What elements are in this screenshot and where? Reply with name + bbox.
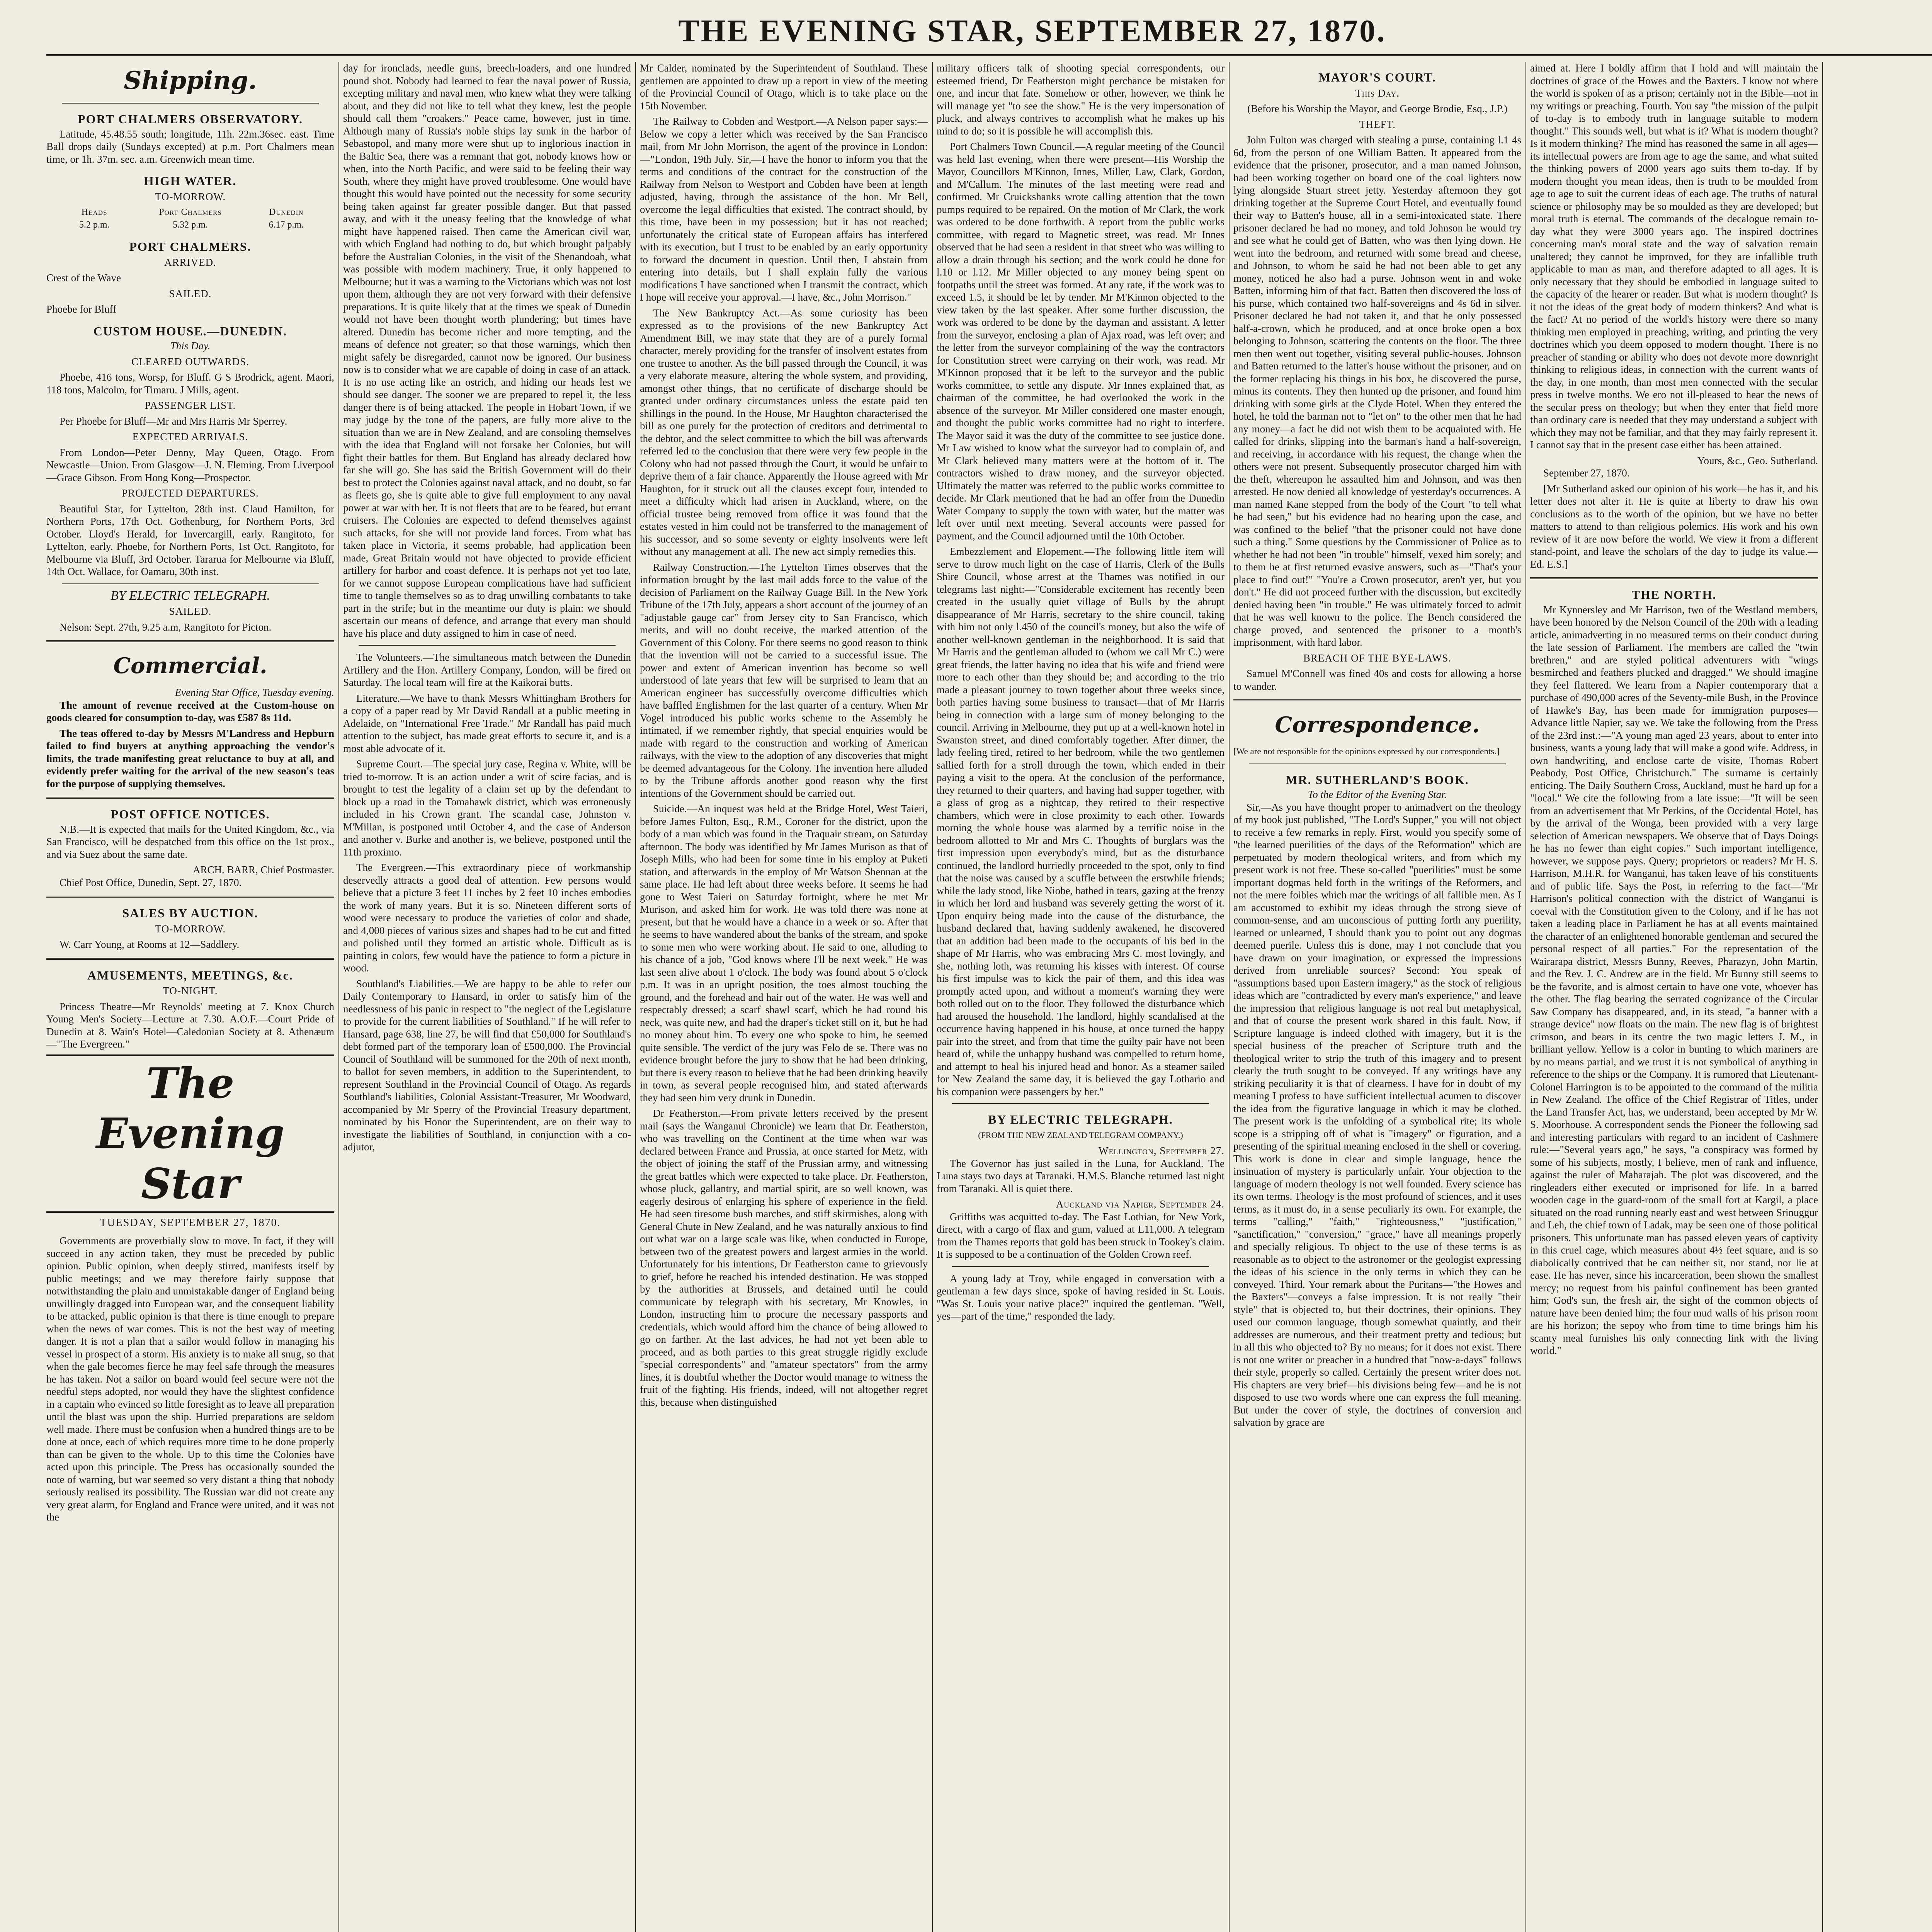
letter-body: Sir,—As you have thought proper to animadvert on the theology of my book just published, "The Lord's Supper," you will not object to receive a few remarks in reply. First, would you specify some of "the learned puerilities of the days of the Reformation" which are perpetuated by modern theological writers, and from which my present work is not free. These so-called "puerilities" must be some important dogmas held forth in the writings of the Reformers, and not the mere foibles which mar the writings of all fallible men. As I am accustomed to exhibit my ideas through the strong sieve of common-sense, and am unconscious of putting forth any puerility, learned or unlearned, I should thank you to point out any dogmas deemed puerile. Unless this is done, may I not conclude that you have drawn on your imagination, or expressed the impressions derived from unreliable sources? Second: You speak of "assumptions based upon Eastern imagery," as the stock of religious ideas which are "contradicted by every man's experience," and leave the impression that religious language is not real but metaphysical, and that of course the present work shared in this fault. Now, if Scripture language is indeed clothed with imagery, but it is the special business of the preacher of Scripture truth and the theological writer to strip the truth of this imagery and to present clearly the truth sought to be conveyed. If any writings have any striking peculiarity it is that of clearness. I have for in doubt of my meaning I profess to have sufficient intellectual acumen to discover the idea from the figurative language in which it may be clothed. The present work is the unfolding of a symbolical rite; its whole scope is a stripping off of what is "imagery" or figuration, and a presenting of the spiritual meaning enclosed in the shell or covering. This work is done in clear and simple language, hence the insinuation of mystery is particularly unfair. Your objection to the language of modern theology is not well founded. Every science has its own terms. Theology is the most profound of sciences, and it uses terms, as it must do, in a sense peculiarly its own. For example, the terms "calling," "faith," "righteousness," "justification," "sanctification," "conversion," "grace," have all meanings properly and specially religious. To object to the use of these terms is as reasonable as to object to the astronomer or the geologist expressing the ideas of his science in the only terms in which they can be conveyed. Third. Your remark about the Puritans—"the Howes and the Baxters"—conveys a false impression. It is not really "their style" that is objected to, but their doctrines, their opinions. They used our common language, though somewhat quaintly, and their addresses are numerous, and their treatment pretty and tedious; but in all this who objected to? By no means; for it does not exist. There is not one writer or preacher in a hundred that "now-a-days" follows their style, properly so called. Certainly the present writer does not. His chapters are very brief—his divisions being few—and he is not disposed to use two words where one can express the full meaning. But under the cover of style, the doctrines of conversion and salvation by grace are [1233, 801, 1521, 1428]
letter-to: To the Editor of the Evening Star. [1308, 789, 1447, 800]
sailed-body: Phoebe for Bluff [46, 303, 116, 315]
letter-title: MR. SUTHERLAND'S BOOK. [1286, 772, 1469, 787]
divider [46, 640, 334, 642]
column-rule [1229, 62, 1230, 1932]
letter-date: September 27, 1870. [1543, 467, 1630, 479]
court-day: This Day. [1355, 87, 1400, 99]
cleared-body: Phoebe, 416 tons, Worsp, for Bluff. G S Brodrick, agent. Maori, 118 tons, Malcolm, for Timaru. J Mills, agent. [46, 371, 334, 396]
divider [46, 958, 334, 960]
theft-body: John Fulton was charged with stealing a purse, containing l.1 4s 6d, from the person of one William Batten. It appeared from the evidence that the prisoner, prosecutor, and a man named Johnson, had been working together on board one of the coal lighters now lying alongside Stuart street jetty. Yesterday afternoon they got drinking together at the Supreme Court Hotel, and eventually found their way to Batten's house, all in a semi-intoxicated state. There prisoner declared he had no money, and told Johnson he would try and see what he could get of Batten, who was then lying down. He went into the bedroom, and returned with some bread and cheese, and Johnson, to whom he said he had not been able to get any money, noticed he also had a purse. Johnson went in and woke Batten, informing him of that fact. Batten then discovered the loss of his purse, which contained two half-sovereigns and 4s 6d in silver. Prisoner declared he had not taken it, and that he only possessed half-a-crown, which he produced, and at once broke open a box belonging to Johnson, scattering the contents on the floor. The three men then went out together, visiting several public-houses. Johnson and Batten returned to the latter's house without the prisoner, and on the former replacing his things in his box, he discovered the purse, minus its contents. They then hunted up the prisoner, and found him drinking with some girls at the Clyde Hotel. When they entered the hotel, he told the barman not to "let on" to the other men that he had any money—a fact he did not wish them to be acquainted with. He called for drinks, slipping into the barman's hand a half-sovereign, and receiving, in accordance with his request, the change when the others were not present. Subsequently prosecutor charged him with the theft, whereupon he assaulted him and Johnson, and was then arrested. He now denied all knowledge of yesterday's occurrences. A man named Kane stepped from the body of the Court "to tell what he had seen," but his evidence had no bearing upon the case, and was confined to the belief "that the prisoner could not have done such a thing." Some questions by the Commissioner of Police as to whether he had not been "in trouble" himself, vexed him sorely; and to them he at first returned evasive answers, such as—"That's your place to find out!" "You're a Crown prosecutor, aren't yer, but you don't." He did not proceed further with the discussion, but excitedly denied having been "in trouble." He was ultimately forced to admit that he was well known to the police. The Bench considered the charge proved, and sentenced the prisoner to a month's imprisonment, with hard labor. [1233, 134, 1521, 648]
evergreen-item: The Evergreen.—This extraordinary piece of workmanship deservedly attracts a good deal of attention. Few persons would believe that a picture 3 feet 11 inches by 2 feet 10 inches embodies the work of many years. But it is so. Nineteen different sorts of wood were necessary to produce the varieties of color and shade, and 4,000 pieces of various sizes and shapes had to be cut and fitted and polished until they formed an artistic whole. Difficult as is painting in colors, few would have the patience to form a picture in wood. [343, 862, 631, 974]
theft-title: THEFT. [1359, 118, 1396, 130]
port-chalmers-title: PORT CHALMERS. [129, 240, 252, 253]
town-council-item: Port Chalmers Town Council.—A regular meeting of the Council was held last evening, when there were present—His Worship the Mayor, Councillors M'Kinnon, Innes, Miller, Law, Clark, Gordon, and M'Callum. The minutes of the last meeting were read and confirmed. Mr Cruickshanks wrote calling attention that the town pumps required to be repaired. On the motion of Mr Clark, the work was ordered to be done forthwith. A report from the public works committee, with regard to Magnetic street, was read. Mr Innes observed that he had seen a resident in that street who was willing to allow a drain through his section; and the work could be done for l.10 or l.12. Mr Miller objected to any money being spent on footpaths until the street was formed. At any rate, if the work was to exceed 1.5, it should be let by tender. Mr M'Kinnon objected to the view taken by the last speaker. After some further discussion, the work was ordered to be done by the dayman and assistant. A letter from the surveyor, enclosing a plan of Ajax road, was left over; and the letter from the surveyor complaining of the way the contractors for Constitution street were carrying on their work, was read. Mr M'Kinnon proposed that it be left to the surveyor and the public works committee, to settle any dispute. Mr Innes explained that, as chairman of the committee, he had overlooked the work in the absence of the surveyor. Mr Miller considered one master enough, and thought the public works committee had no right to interfere. The Mayor said it was the duty of the committee to see justice done. Mr Law wished to know what the surveyor had to complain of, and Mr Clark believed many matters were at the bottom of it. The contractors wished to draw money, and the surveyor objected. Ultimately the matter was referred to the public works committee to decide. Mr Clark mentioned that he had an offer from the Dunedin Water Company to supply the town with water, but the matter was left over until next meeting. Several accounts were passed for payment, and the Council adjourned until the 10th October. [937, 141, 1225, 542]
column-rule [635, 62, 636, 1932]
supreme-court-item: Supreme Court.—The special jury case, Regina v. White, will be tried to-morrow. It is an action under a writ of scire facias, and is brought to test the legality of a claim set up by the defendant to block up a road in the Tomahawk district, which was erroneously included in his Crown grant. The scandal case, Johnston v. M'Millan, is postponed until October 4, and the case of Anderson and another v. Burke and another is, we believe, postponed until the 11th proximo. [343, 758, 631, 858]
editorial-body: Governments are proverbially slow to move. In fact, if they will succeed in any action taken, they must be preceded by public opinion. Public opinion, when deeply stirred, manifests itself by public meetings; and we may therefore fairly suppose that notwithstanding the plain and unmistakable danger of England being unwillingly dragged into European war, and the consequent liability to be attacked, public opinion is that there is time enough to prepare when the news of war comes. This is not the best way of meeting danger. It is not a plan that a sailor would follow in managing his vessel in prospect of a storm. His anxiety is to make all snug, so that when the gale becomes fierce he may feel safe through the measures he has taken. Not a sailor on board would feel secure were not the needful steps adopted, nor would they have the slightest confidence in a captain who evinced so little foresight as to leave all preparation until the blast was upon the ship. Hurried preparations are seldom well made. There must be confusion when a hundred things are to be done at once, each of which requires more time to be done properly than can be given to the whole. Up to this time the Colonies have acted upon this principle. The Press has occasionally sounded the note of warning, but war seemed so very distant a thing that nobody seriously realised its possibility. The Russian war did not create any very great alarm, for England and France were united, and it was not the [46, 1235, 334, 1523]
tide-port [142, 206, 238, 231]
passenger-body: Per Phoebe for Bluff—Mr and Mrs Harris Mr Sperrey. [60, 415, 287, 427]
auction-title: SALES BY AUCTION. [122, 906, 259, 920]
column-rule [1822, 62, 1823, 1932]
divider [46, 797, 334, 799]
column-3 [640, 62, 928, 1932]
cleared-label: CLEARED OUTWARDS. [131, 355, 249, 367]
shipping-heading: Shipping. [124, 66, 257, 95]
paper-title: The Evening Star [46, 1054, 334, 1213]
embezzlement-item: Embezzlement and Elopement.—The following little item will serve to throw much light on the case of Harris, Clerk of the Bulls Shire Council, whose arrest at the Thames was notified in our telegrams last night:—"Considerable excitement has recently been created in the usually quiet village of Bulls by the abrupt disappearance of Mr Harris, secretary to the shire council, taking with him not only l.450 of the council's money, but also the wife of another well-known gentleman in the neighborhood. It is said that Mr Harris and the gentleman alluded to (whom we call Mr C.) were great friends, the latter having no idea that his wife and friend were more to each other than they should be; and according to the trio made a pleasant journey to town together about three weeks since, both parties having some business to transact—that of Mr Harris being in connection with a large sum of money belonging to the council. Arriving in Melbourne, they put up at a well-known hotel in Swanston street, and dined comfortably together. After dinner, the lady feeling tired, retired to her bedroom, while the two gentlemen sallied forth for a stroll through the town, which ended in their paying a visit to the opera. At the conclusion of the performance, they returned to their quarters, and having had supper together, with a glass of grog as a nightcap, they retired to their respective chambers, which were in close proximity to each other. Towards morning the whole house was alarmed by a terrific noise in the bedroom allotted to Mr and Mrs C. Thoughts of burglars was the first impression upon everybody's mind, but as the disturbance continued, the landlord hurriedly proceeded to the spot, only to find that the noise was caused by a scuffle between the erstwhile friends; while the lady stood, like Niobe, bathed in tears, gazing at the frenzy in which her lord and husband was severely getting the worst of it. Upon enquiry being made into the cause of the disturbance, the husband declared that, having suddenly awakened, he discovered that an addition had been made to the occupants of his bed in the shape of Mr Harris, who was embracing Mrs C. most lovingly, and she, nothing loth, was returning his kisses with interest. Of course his first impulse was to kick the pair of them, and this idea was promptly acted upon, and without a moment's warning they were both rolled out on to the floor. They followed the disturbance which had aroused the household. The landlord, highly scandalised at the occurrence having happened in his house, at once turned the happy pair into the street, and from that time the guilty pair have not been heard of, while the unhappy husband was compelled to return home, and attempt to heal his injured head and honor. As a steamer sailed for New Zealand the same day, it is believed the gay Lothario and his companion were passengers by her." [937, 546, 1225, 1097]
column-rule [338, 62, 339, 1932]
letter-sign: Yours, &c., Geo. Sutherland. [1697, 454, 1818, 466]
railway-item: The Railway to Cobden and Westport.—A Nelson paper says:—Below we copy a letter which was received by the San Francisco mail, from Mr John Morrison, the agent of the province in London:—"London, 19th July. Sir,—I have the honor to inform you that the terms and conditions of the contract for the construction of the Railway from Nelson to Westport and Cobden have been at length adjusted, having, through the assistance of the hon. Mr Bell, overcome the legal difficulties that existed. The contract should, by this time, have been in my possession; but it has not reached; unfortunately the critical state of European affairs has interfered with its execution, but I trust to be enabled by an early opportunity to forward the document in question. Until then, I abstain from entering into details, but I shall explain fully the various modifications I have sanctioned when I transmit the contract, which I hope will receive your approval.—I have, &c., John Morrison." [640, 116, 928, 303]
suicide-item: Suicide.—An inquest was held at the Bridge Hotel, West Taieri, before James Fulton, Esq., R.M., Coroner for the district, upon the body of a man which was found in the Traquair stream, on Saturday afternoon. The body was identified by Mr James Murison as that of Joseph Mills, who had been for some time in his employ at Puketi station, and afterwards in the employ of Mr Watson Shennan at the same place. He had left about three weeks before. It seems he had gone to West Taieri on Saturday fortnight, where he met Mr Murison, and asked him for work. He was told there was none at present, but that he would have a chance in a week or so. After that he seems to have wandered about the banks of the stream, and spoke to some men who were working about. He said to one, alluding to his chance of a job, "God knows where I'll be next week." He was last seen alive about 1 o'clock. The body was found about 5 o'clock p.m. It was in an upright position, the toes almost touching the ground, and the forehead and hair out of the water. He was well and respectably dressed; a scarf shawl scarf, which he had round his neck, was quite new, and had the draper's ticket still on it, but he had no money about him. To every one who spoke to him, he seemed quite sensible. The verdict of the jury was Felo de se. There was no evidence brought before the jury to show that he had been drinking, but there is every reason to believe that he had been drinking heavily in town, as several people recognised him, and stated afterwards they had seen him very drunk in Dunedin. [640, 803, 928, 1104]
telegraph-body: Nelson: Sept. 27th, 9.25 a.m, Rangitoto for Picton. [60, 621, 272, 633]
featherston-item: Dr Featherston.—From private letters received by the present mail (says the Wanganui Chronicle) we learn that Dr. Featherston, who was travelling on the Continent at the time when war was declared between France and Prussia, at once started for Metz, with the object of joining the staff of the Prussian army, and witnessing the great battles which were expected to take place. Dr. Featherston, whose pluck, gallantry, and martial spirit, are so well known, was eagerly desirous of enlarging his sphere of experience in the field. He had seen tiresome bush marches, and stiff skirmishes, along with General Chute in New Zealand, and he was naturally anxious to find out what war on a large scale was like, when conducted in Europe, between two of the greatest powers and largest armies in the world. Unfortunately for his intentions, Dr Featherston came to grievously to grief, before he reached his intended destination. He was stopped by the authorities at Brussels, and detained until he could communicate by telegraph with his secretary, Mr Knowles, in London, instructing him to procure the necessary passports and credentials, which would afford him the chance of being allowed to go on farther. At the last advices, he had not yet been able to proceed, and as both parties to this great struggle rigidly exclude "special correspondents" and "amateur spectators" from the army lines, it is doubtful whether the Doctor would manage to witness the fruit of the fighting. His friends, indeed, will not altogether regret this, because when distinguished [640, 1107, 928, 1408]
tide-heads-time: 5.2 p.m. [79, 219, 110, 230]
bylaws-body: Samuel M'Connell was fined 40s and costs for allowing a horse to wander. [1233, 668, 1521, 692]
commercial-body-1: The amount of revenue received at the Custom-house on goods cleared for consumption to-day, was £587 8s 11d. [46, 699, 334, 723]
column-4 [937, 62, 1225, 1932]
young-lady-item: A young lady at Troy, while engaged in conversation with a gentleman a few days since, spoke of having resided in St. Louis. "Was St. Louis your native place?" inquired the gentleman. "Well, yes—part of the time," responded the lady. [937, 1272, 1225, 1322]
telegraph-heading: BY ELECTRIC TELEGRAPH. [111, 588, 270, 603]
correspondence-heading: Correspondence. [1275, 712, 1480, 738]
high-water-tomorrow: TO-MORROW. [155, 190, 226, 202]
bankruptcy-item: The New Bankruptcy Act.—As some curiosity has been expressed as to the provisions of the new Bankruptcy Act Amendment Bill, we may state that they are of a purely formal character, merely providing for the transfer of insolvent estates from one trustee to another. As the bill passed through the Council, it was a very elaborate measure, altering the whole system, and providing, amongst other things, that no certificate of discharge should be granted under ordinary circumstances unless the estate paid ten shillings in the pound. In the House, Mr Haughton characterised the bill as one purely for the protection of creditors and detrimental to the debtor, and the select committee to which the bill was afterwards referred led to the conclusion that there were very few people in the Colony who had not passed through the Court, it would be unfair to deprive them of a fair chance. Apparently the House agreed with Mr Haughton, for it struck out all the clauses except four, intended to meet a difficulty which had arisen in Auckland, where, on the official trustee being removed from office it was found that the estates vested in him could not be transferred to the management of his successor, and so some seventy or eighty insolvents were left without any management at all. The new act simply remedies this. [640, 307, 928, 557]
commercial-heading: Commercial. [113, 653, 267, 679]
post-office-title: POST OFFICE NOTICES. [111, 807, 270, 821]
divider [952, 1266, 1209, 1267]
southland-continued: Mr Calder, nominated by the Superintendent of Southland. These gentlemen are appointed to draw up a report in view of the meeting of the Provincial Council of Otago, which is to take place on the 15th November. [640, 62, 928, 112]
wellington-dateline: Wellington, September 27. [1098, 1145, 1225, 1156]
telegraph-source: (FROM THE NEW ZEALAND TELEGRAM COMPANY.) [978, 1130, 1183, 1140]
divider [359, 645, 616, 646]
high-water-title: HIGH WATER. [144, 174, 237, 188]
correspondence-note: [We are not responsible for the opinions expressed by our correspondents.] [1233, 747, 1500, 756]
featherston-continued: military officers talk of shooting special correspondents, our esteemed friend, Dr Featherston might perchance be mistaken for one, and incur that fate. Somehow or other, however, we think he will manage yet "to see the show." He is the very impersonation of pluck, and always contrives to accomplish what he makes up his mind to do; so it is possible he will accomplish this. [937, 62, 1225, 137]
customs-day: This Day. [170, 340, 211, 352]
column-rule [932, 62, 933, 1932]
arrived-body: Crest of the Wave [46, 272, 121, 284]
editorial-continued: day for ironclads, needle guns, breech-loaders, and one hundred pound shot. Nobody had learned to fear the naval power of Russia, excepting military and naval men, who knew what they were talking about, and they did not like to tell what they knew, lest the people should call them "croakers." Peace came, however, just in time. Although many of Russia's noble ships lay sunk in the harbor of Sebastopol, and many more were shut up to inglorious inaction in the Baltic Sea, there was a remnant that got, nobody knows how or when, into the North Pacific, and were said to be feeling their way South, where they might have proved troublesome. One would have thought this would have pointed out the necessity for some security being taken against far greater possible danger. But that passed away, and with it the uneasy feeling that the knowledge of what might have happened raised. Then came the American civil war, with which England had nothing to do, but which brought palpably before the Australian Colonies, in the visit of the Shenandoah, what was possible with modern machinery. True, it only happened to Melbourne; but it was a warning to the Victorians which was not lost upon them, although they are not very forward with their defensive preparations. It is quite likely that at the times we speak of Dunedin would not have been thought worth plundering; but times have altered. Dunedin has become richer and more tempting, and the means of defence not greater; so that those warnings, which then might safely be disregarded, cannot now be ignored. Our business now is to consider what we are capable of doing in case of an attack. It is no use acting like an ostrich, and hiding our heads lest we should see danger. The sooner we are prepared to repel it, the less danger there is of being attacked. The people in Hobart Town, if we may judge by the tone of the papers, are fully more alive to the situation than we are in New Zealand, and are consoling themselves with the idea that England will not forsake her Colonies, but will fight their battles for them. But England has already declared how far she will go. She has said the British Government will do their best to protect the Colonies against naval attack, and no doubt, so far as fleets go, she is quite able to give full employment to any naval power at war with her. It is not fleets that are to be feared, but errant cruisers. The Colonies are expected to defend themselves against such attacks, for she will not provide land forces. From what has taken place in Victoria, it seems probable, had application been made, Great Britain would not have objected to provide efficient artillery for harbor and coast defence. It is perhaps not yet too late, for we cannot suppose European complications have had sufficient time to tangle themselves so as to drag unwilling combatants to take part in the strife; but in the meantime our duty is plain: we should ascertain our means of defence, and arrange that every man should have his place and duty assigned to him in case of need. [343, 62, 631, 639]
wellington-body: The Governor has just sailed in the Luna, for Auckland. The Luna stays two days at Taranaki. H.M.S. Blanche returned last night from Taranaki. All is quiet there. [937, 1157, 1225, 1194]
tide-port-time: 5.32 p.m. [173, 219, 208, 230]
column-5 [1233, 62, 1521, 1932]
sailed-label-2: SAILED. [169, 605, 212, 617]
divider [1530, 577, 1818, 579]
observatory-title: PORT CHALMERS OBSERVATORY. [78, 112, 303, 126]
amusements-tonight: TO-NIGHT. [163, 985, 218, 997]
column-1 [46, 62, 334, 1932]
tide-port-label: Port Chalmers [159, 207, 222, 217]
auction-tomorrow: TO-MORROW. [155, 923, 226, 935]
tide-dunedin-label: Dunedin [269, 207, 304, 217]
passenger-label: PASSENGER LIST. [145, 400, 236, 411]
tide-dunedin-time: 6.17 p.m. [269, 219, 304, 230]
auckland-dateline: Auckland via Napier, September 24. [1056, 1198, 1225, 1210]
tide-dunedin [238, 206, 334, 231]
divider [46, 896, 334, 898]
auction-body: W. Carr Young, at Rooms at 12—Saddlery. [60, 939, 240, 950]
north-body: Mr Kynnersley and Mr Harrison, two of the Westland members, have been honored by the Nelson Council of the 20th with a leading article, animadverting in no measured terms on their conduct during the late session of Parliament. The members are called the "twin brethren," and are styled political adventurers with "wings besmirched and feathers plucked and dragged." We should imagine they feel flattered. We learn from a Napier contemporary that a purchase of 490,000 acres of the Seventy-mile Bush, in the Province of Hawke's Bay, has been made for immigration purposes—Advance little Napier, say we. We take the following from the Press of the 23rd inst.:—"A young man aged 23 years, about to enter into business, wants a young lady that will make a good wife. Address, in own handwriting, and enclose carte de visite, Thomas Robert Peabody, Post Office, Christchurch." The surname is certainly enticing. The Daily Southern Cross, Auckland, must be hard up for a "local." We cite the following from a late issue:—"It will be seen from an advertisement that Mr Perkins, of the Occidental Hotel, has by the arrival of the Wonga, been provided with a very large selection of American newspapers. We observe that of Days Doings he has no fewer than eight copies." Such important intelligence, however, we suppose pays. Query; proprietors or readers? Mr H. S. Harrison, M.H.R. for Wanganui, has taken leave of his constituents and of public life. Says the Post, in referring to the fact—"Mr Harrison's political connection with the district of Wanganui is coeval with the Constitution given to the Colony, and if he has not taken a leading place in Parliament he has at all events maintained the character of an enlightened honorable gentleman and secured the personal respect of all parties." For the representation of the Wairarapa district, Messrs Bunny, Reeves, Pharazyn, John Martin, and the Rev. J. C. Andrew are in the field. Mr Bunny still seems to be the favorite, and is almost certain to have one vote, whoever has the other. The flag bearing the serrated cognizance of the Circular Saw Company has disappeared, and, in its stead, "a banner with a strange device" now floats on the main. The new flag is of brightest crimson, and bears in its centre the two magic letters J. M., in brilliant yellow. Yellow is a color in bunting to which mariners are by no means partial, and we trust it is not symbolical of anything in reference to the ships or the Company. It is rumored that Lieutenant-Colonel Harrington is to be appointed to the command of the militia in New Zealand. The office of the Chief Registrar of Titles, under the Land Transfer Act, has, we understand, been accepted by Mr W. S. Moorhouse. A correspondent sends the Pioneer the following sad and interesting particulars with regard to an incident of Cashmere rule:—"Several years ago," he says, "a conspiracy was formed by some of his subjects, mostly, I believe, men of rank and influence, against the ruler of Maharajah. The plot was discovered, and the ringleaders either executed or imprisoned for life. In a barred wooden cage in the guard-room of the small fort at Kargil, a place situated on the road running nearly east and west between Srinuggur and Leh, the chief town of Ladak, may be seen one of those political prisoners. This unfortunate man has passed eleven years of captivity in this cruel cage, which measures about 4½ feet square, and is so diabolically contrived that he can neither sit, nor stand, nor lie at ease. He has never, since his incarceration, been shown the smallest mercy; no request from his painful confinement has been granted him; God's sun, the fresh air, the sight of the common objects of nature have been denied him; the four mud walls of his prison room are his horizon; the sepoy who from time to time brings him his scanty meal furnishes his only connecting link with the living world." [1530, 604, 1818, 1356]
columns [46, 62, 1932, 1932]
tide-heads-label: Heads [81, 207, 107, 217]
railway-construction-item: Railway Construction.—The Lyttelton Times observes that the information brought by the last mail adds force to the value of the decision of Parliament on the Railway Guage Bill. In the New York Tribune of the 17th July, appears a short account of the journey of an "adjustable gauge car" from Jersey city to San Francisco, which merits, and will no doubt receive, the marked attention of the Government of this Colony. For there seems no good reason to think that the invention will not be carried to a successful issue. The power and extent of American invention has become so well understood of late years that few will be surprised to learn that an American engineer has successfully overcome difficulties which have baffled Englishmen for the last quarter of a century. When Mr Vogel introduced his public works scheme to the Assembly he intimated, if we remember rightly, that special enquiries would be made with regard to the construction and working of American railways, with the view to the adoption of any discoveries that might be deemed advantageous for the Colony. The invention here alluded to by the Tribune affords another good reason why the first intentions of the Government should be carried out. [640, 561, 928, 799]
masthead [46, 8, 1932, 56]
bylaws-title: BREACH OF THE BYE-LAWS. [1303, 652, 1452, 664]
projected-body: Beautiful Star, for Lyttelton, 28th inst. Claud Hamilton, for Northern Ports, 17th Oct. Gothenburg, for Northern Ports, 3rd October. Lloyd's Herald, for Invercargill, early. Rangitoto, for Lyttelton, early. Phoebe, for Northern Ports, 1st Oct. Rangitoto, for Melbourne via Bluff, 3rd October. Tararua for Melbourne via Bluff, 14th Oct. Wallace, for Oamaru, 30th inst. [46, 503, 334, 577]
tide-table [46, 206, 334, 231]
sailed-label: SAILED. [169, 287, 212, 299]
post-office-date: Chief Post Office, Dunedin, Sept. 27, 1870. [60, 876, 242, 888]
telegraph-heading-2: BY ELECTRIC TELEGRAPH. [988, 1112, 1173, 1126]
expected-label: EXPECTED ARRIVALS. [132, 431, 248, 442]
court-title: MAYOR'S COURT. [1318, 70, 1436, 84]
amusements-title: AMUSEMENTS, MEETINGS, &c. [87, 968, 293, 982]
column-6 [1530, 62, 1818, 1932]
masthead-title: THE EVENING STAR, SEPTEMBER 27, 1870. [678, 13, 1386, 48]
customs-title: CUSTOM HOUSE.—DUNEDIN. [93, 324, 287, 338]
post-office-body: N.B.—It is expected that mails for the United Kingdom, &c., via San Francisco, will be despatched from this office on the 1st prox., and via Suez about the same date. [46, 823, 334, 860]
post-office-sign: ARCH. BARR, Chief Postmaster. [192, 864, 334, 876]
letter-continued: aimed at. Here I boldly affirm that I hold and will maintain the doctrines of grace of the Howes and the Baxters. I know not where the world is spoken of as a prison; certainly not in the Bible—not in my writings or preaching. Fourth. You say "the mission of the pulpit of to-day is to embody truth in language suitable to modern thought." This sounds well, but what is it? What is modern thought? Is it modern thinking? The mind has reasoned the same in all ages—its intellectual powers are from age to age the same, and what suited the thinking powers of 2000 years ago suits them to-day. If by modern thought you mean ideas, then is truth to be moulded from age to age to suit the current ideas of each age. The truths of natural science or philosophy may be so moulded as they are developed; but moral truth is eternal. The commands of the decalogue remain to-day what they were 3000 years ago. The inspired doctrines concerning man's moral state and the way of salvation remain unaltered; they cannot be improved, for they are infallible truth applicable to man as man, and therefore adapted to all ages. It is only necessary that they should be embodied in language suited to the capacity of the hearer or reader. But what is modern thought? Is it not the ideas of the great body of modern thinkers? And what is the fact? At no period of the world's history were there so many thinking men employed in preaching, writing, and printing the very doctrines which you deem opposed to modern thought. There is no preacher of standing or ability who does not devote more downright thinking to religious ideas, in connection with the current wants of the day, in one month, than most men connected with the secular press in twelve months. We ero not ill-pleased to hear the news of the secular press on theology; but when they enter that field more than ordinary care is needed that they may understand a subject with which they may not be familiar, and that they may fairly represent it. I cannot say that in the present case either has been attained. [1530, 62, 1818, 451]
projected-label: PROJECTED DEPARTURES. [122, 487, 259, 499]
column-7 [1827, 62, 1932, 1932]
auckland-body: Griffiths was acquitted to-day. The East Lothian, for New York, direct, with a cargo of flax and gum, valued at L11,000. A telegram from the Thames reports that gold has been struck in Tookey's claim. It is supposed to be a continuation of the Golden Crown reef. [937, 1211, 1225, 1260]
tide-heads [46, 206, 142, 231]
divider [1233, 699, 1521, 701]
literature-item: Literature.—We have to thank Messrs Whittingham Brothers for a copy of a paper read by Mr David Randall at a public meeting in Adelaide, on "International Free Trade." Mr Randall has paid much attention to the subject, has made great efforts to secure it, and is a most able advocate of it. [343, 692, 631, 754]
column-2 [343, 62, 631, 1932]
expected-body: From London—Peter Denny, May Queen, Otago. From Newcastle—Union. From Glasgow—J. N. Fleming. From Liverpool—Grace Gibson. From Hong Kong—Prospector. [46, 446, 334, 483]
divider [62, 103, 319, 104]
north-title: THE NORTH. [1631, 588, 1717, 602]
paper-date: TUESDAY, SEPTEMBER 27, 1870. [100, 1216, 281, 1229]
arrived-label: ARRIVED. [164, 256, 216, 268]
southland-item: Southland's Liabilities.—We are happy to be able to refer our Daily Contemporary to Hansard, in order to satisfy him of the needlessness of his panic in respect to "the neglect of the Legislature to provide for the current liabilities of Southland." If he will refer to Hansard, page 638, line 27, he will find that £50,000 for Southland's debt formed part of the temporary loan of £500,000. The Provincial Council of Southland will be summoned for the 20th of next month, to ballot for seven members, in addition to the Superintendent, to represent Southland in the Provincial Council of Otago. As regards Southland's liabilities, Colonial Assistant-Treasurer, Mr Woodward, accompanied by Mr Sperry of the Provincial Treasury department, nominated by his Honor the Superintendent, are on their way to investigate the liabilities of Southland, in conjunction with a co-adjutor, [343, 978, 631, 1153]
editor-note: [Mr Sutherland asked our opinion of his work—he has it, and his letter does not alter it. He is quite at liberty to draw his own conclusions as to the worth of the opinion, but we have no better matters to attend to than religious polemics. His work and his own review of it are now before the world. We view it from a different stand-point, and leave the scholars of the day to judge its value.—Ed. E.S.] [1530, 483, 1818, 570]
divider [952, 1103, 1209, 1104]
volunteers-item: The Volunteers.—The simultaneous match between the Dunedin Artillery and the Hon. Artillery Company, London, will be fired on Saturday. The local team will fire at the Kaikorai butts. [343, 651, 631, 688]
commercial-dateline: Evening Star Office, Tuesday evening. [175, 687, 334, 698]
court-bench: (Before his Worship the Mayor, and George Brodie, Esq., J.P.) [1247, 103, 1507, 114]
commercial-body-2: The teas offered to-day by Messrs M'Landress and Hepburn failed to find buyers at anything approaching the vendor's limits, the trade manifesting great reluctance to buy at all, and evidently prefer waiting for the arrival of the new season's teas for the purpose of supplying themselves. [46, 727, 334, 789]
divider [62, 583, 319, 584]
observatory-body: Latitude, 45.48.55 south; longitude, 11h. 22m.36sec. east. Time Ball drops daily (Sundays excepted) at p.m. Port Chalmers mean time, or 1h. 37m. sec. a.m. Greenwich mean time. [46, 128, 334, 165]
amusements-body: Princess Theatre—Mr Reynolds' meeting at 7. Knox Church Young Men's Society—Lecture at 7.30. A.O.F.—Court Pride of Dunedin at 8. Wain's Hotel—Caledonian Society at 8. Athenæum—"The Evergreen." [46, 1000, 334, 1050]
